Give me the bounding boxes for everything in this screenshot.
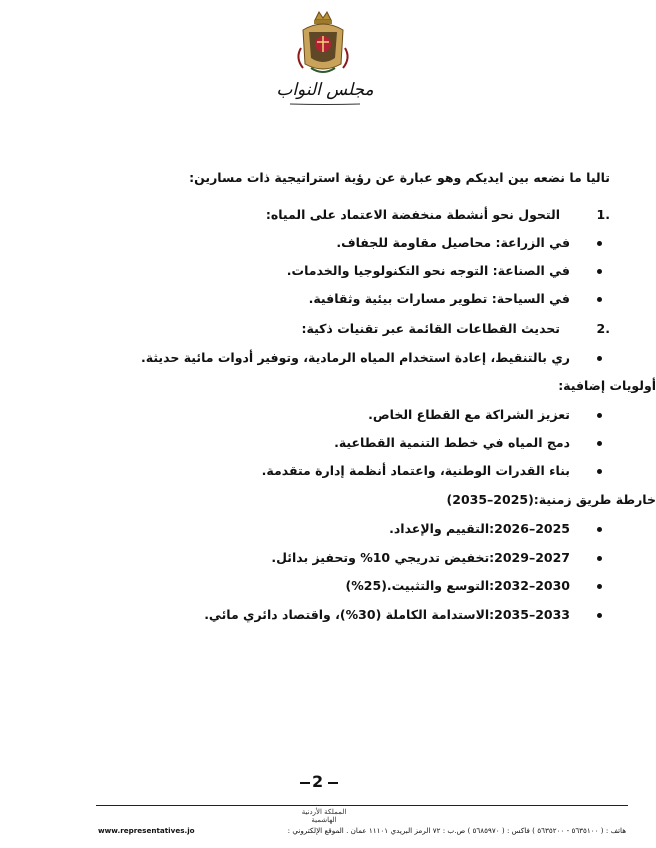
footer-emblem-text: المملكة الأردنية الهاشمية	[301, 808, 347, 824]
footer-website-link[interactable]: www.representatives.jo	[98, 826, 195, 835]
page-number: 2	[312, 772, 324, 791]
bullet-marker	[597, 413, 602, 418]
roadmap-item-4	[204, 607, 570, 622]
bullet-marker	[597, 584, 602, 589]
roadmap-item-4-period: 2033–2035:	[489, 607, 570, 622]
priority-bullet-2: دمج المياه في خطط التنمية القطاعية.	[334, 435, 570, 450]
bullet-marker	[597, 613, 602, 618]
roadmap-item-3-text: التوسع والتثبيت.(25%)	[345, 578, 490, 593]
roadmap-item-1	[389, 521, 570, 536]
roadmap-item-1-text: التقييم والإعداد.	[389, 521, 490, 536]
section1-bullet-2: في الصناعة: التوجه نحو التكنولوجيا والخدمات.	[286, 263, 570, 278]
page-number-dash-left	[300, 782, 310, 784]
section2-bullet-1: ري بالتنقيط، إعادة استخدام المياه الرمادية، وتوفير أدوات مائية حديثة.	[140, 350, 570, 365]
priority-bullet-3: بناء القدرات الوطنية، واعتماد أنظمة إدارة متقدمة.	[261, 463, 570, 478]
section1-bullet-1: في الزراعة: محاصيل مقاومة للجفاف.	[336, 235, 570, 250]
roadmap-item-3-period: 2030–2032:	[489, 578, 570, 593]
bullet-marker	[597, 527, 602, 532]
page-number-dash-right	[328, 782, 338, 784]
roadmap-item-3	[346, 578, 570, 593]
bullet-marker	[597, 241, 602, 246]
roadmap-item-2	[271, 550, 570, 565]
section1-number: 1.	[596, 207, 610, 222]
bullet-marker	[597, 297, 602, 302]
footer-divider	[96, 805, 628, 806]
section2-heading: تحديث القطاعات القائمة عبر تقنيات ذكية:	[301, 321, 560, 336]
section1-heading: التحول نحو أنشطة منخفضة الاعتماد على المياه:	[265, 207, 560, 222]
section2-number: 2.	[596, 321, 610, 336]
roadmap-item-1-period: 2025–2026:	[489, 521, 570, 536]
priorities-heading: أولويات إضافية:	[558, 378, 656, 393]
intro-line: تاليا ما نضعه بين ايديكم وهو عبارة عن رؤية استراتيجية ذات مسارين:	[189, 170, 610, 185]
priority-bullet-1: تعزيز الشراكة مع القطاع الخاص.	[368, 407, 570, 422]
roadmap-item-2-text: تخفيض تدريجي 10% وتحفيز بدائل.	[271, 550, 490, 565]
section1-bullet-3: في السياحة: تطوير مسارات بيئية وثقافية.	[308, 291, 570, 306]
roadmap-item-2-period: 2027–2029:	[489, 550, 570, 565]
roadmap-item-4-text: الاستدامة الكاملة (30%)، واقتصاد دائري مائي.	[204, 607, 490, 622]
bullet-marker	[597, 469, 602, 474]
parliament-signature: مجلس النواب	[276, 80, 374, 100]
signature-underline	[290, 103, 360, 105]
bullet-marker	[597, 441, 602, 446]
bullet-marker	[597, 556, 602, 561]
royal-crest-icon	[297, 8, 349, 78]
footer-contact-info: هاتف : ( ٥٦٣٥١٠٠ - ٥٦٣٥٢٠٠ ) فاكس : ( ٥٦٨٥٩٧٠ ) ص.ب : ٧٢ الرمز البريدي ١١١٠١ عمان . الموقع الإلكتروني :	[287, 826, 626, 835]
bullet-marker	[597, 269, 602, 274]
bullet-marker	[597, 356, 602, 361]
roadmap-heading: خارطة طريق زمنية:(2025–2035)	[446, 492, 656, 507]
